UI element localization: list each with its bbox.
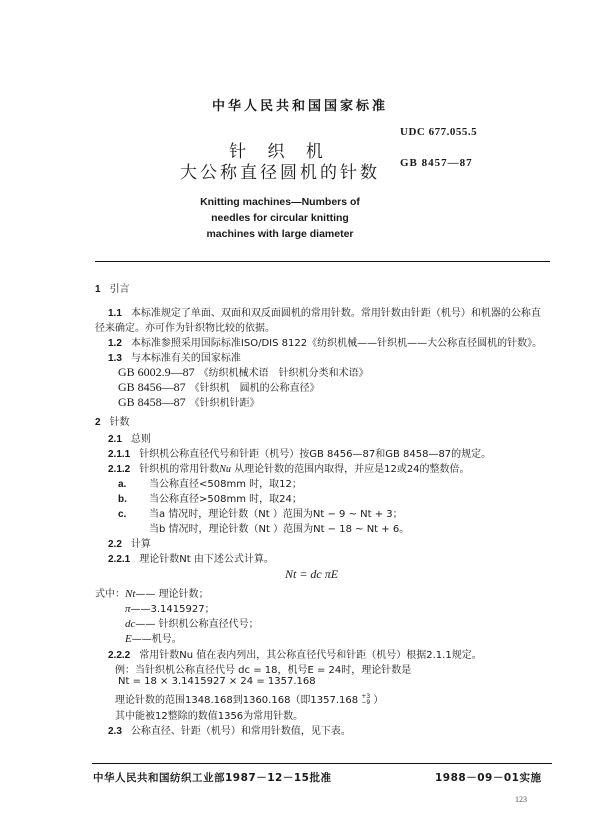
section-1-1-cont: 径来确定。亦可作为针织物比较的依据。 <box>95 323 275 334</box>
reference-item: GB 8458—87 《针织机针距》 <box>118 395 260 409</box>
section-2-2: 2.2 计算 <box>108 539 151 550</box>
section-2-1-1: 2.1.1 针织机公称直径代号和针距（机号）按GB 8456—87和GB 8458—87的规定。 <box>108 449 492 460</box>
section-2-1-2: 2.1.2 针织机的常用针数Nu 从理论针数的范围内取得，并应是12或24的整数倍。 <box>108 464 470 475</box>
example-line-1: 例：当针织机公称直径代号 dc = 18，机号E = 24时，理论针数是 <box>115 665 412 676</box>
list-item: 当b 情况时，理论针数（Nt ）范围为Nt − 18 ~ Nt + 6。 <box>149 524 410 535</box>
title-en-line2: needles for circular knitting <box>211 212 349 224</box>
where-item: dc—— 针织机公称直径代号； <box>125 618 259 630</box>
example-line-4: 其中能被12整除的数值1356为常用针数。 <box>115 711 304 722</box>
list-item: c. 当a 情况时，理论针数（Nt ）范围为Nt − 9 ~ Nt + 3； <box>118 509 403 520</box>
list-item: a. 当公称直径<508mm 时，取12； <box>118 479 302 490</box>
reference-item: GB 8456—87 《针织机 圆机的公称直径》 <box>118 380 320 394</box>
section-1-2: 1.2 本标准参照采用国际标准ISO/DIS 8122《纺织机械——针织机——大公称直径圆机的针数》。 <box>108 338 543 349</box>
title-en-line1: Knitting machines—Numbers of <box>200 196 360 208</box>
formula: Nt = dc πE <box>285 567 339 581</box>
where-label: 式中： <box>95 589 125 600</box>
standard-label: 中华人民共和国国家标准 <box>211 99 388 114</box>
section-1-heading: 1 引言 <box>95 284 130 295</box>
section-2-2-2: 2.2.2 常用针数Nu 值在表内列出，其公称直径代号和针距（机号）根据2.1.1规定。 <box>108 650 482 661</box>
list-item: b. 当公称直径>508mm 时，取24； <box>118 494 302 505</box>
title-en-line3: machines with large diameter <box>206 228 354 240</box>
title-cn-line1: 针 织 机 <box>229 142 331 162</box>
approval-text: 中华人民共和国纺织工业部1987－12－15批准 <box>93 772 332 784</box>
reference-item: GB 6002.9—87 《纺织机械术语 针织机分类和术语》 <box>118 365 369 379</box>
example-line-3: 理论针数的范围1348.168到1360.168（即1357.168 +3 −9 ） <box>115 693 384 706</box>
where-item: π——3.1415927； <box>125 603 215 615</box>
section-2-1: 2.1 总则 <box>108 434 151 445</box>
section-2-3: 2.3 公称直径、针距（机号）和常用针数值，见下表。 <box>108 726 351 737</box>
example-line-2: Nt = 18 × 3.1415927 × 24 = 1357.168 <box>118 676 316 687</box>
top-divider <box>95 261 550 262</box>
effective-date: 1988－09－01实施 <box>435 772 542 784</box>
page-number: 123 <box>515 795 527 804</box>
bottom-divider <box>92 763 552 764</box>
title-cn-line2: 大公称直径圆机的针数 <box>180 163 380 183</box>
gb-number: GB 8457—87 <box>400 157 473 169</box>
udc-code: UDC 677.055.5 <box>400 126 478 138</box>
section-1-3: 1.3 与本标准有关的国家标准 <box>108 353 241 364</box>
where-item: Nt—— 理论针数； <box>125 588 209 600</box>
section-2-2-1: 2.2.1 理论针数Nt 由下述公式计算。 <box>108 554 274 565</box>
where-item: E——机号。 <box>125 633 182 645</box>
section-2-heading: 2 针数 <box>95 417 130 428</box>
section-1-1: 1.1 本标准规定了单面、双面和双反面圆机的常用针数。常用针数由针距（机号）和机器的公称直 <box>108 308 541 319</box>
